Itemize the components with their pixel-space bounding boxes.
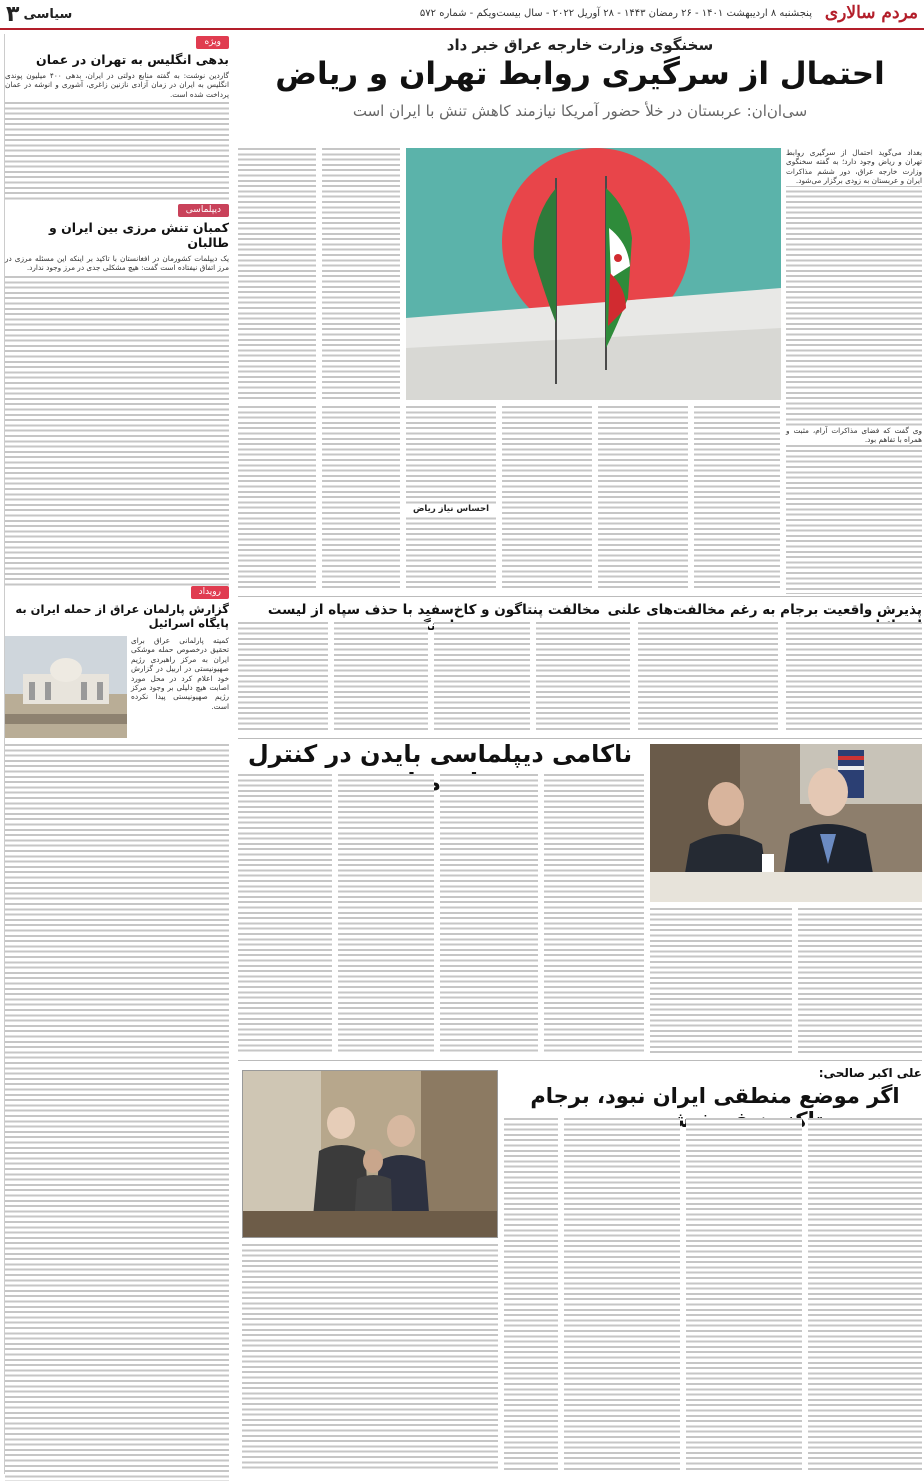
story-c-col-5 bbox=[338, 774, 434, 1054]
news-tag: دیپلماسی bbox=[178, 204, 229, 217]
issue-info: پنجشنبه ۸ اردیبهشت ۱۴۰۱ - ۲۶ رمضان ۱۴۴۳ - ۲۸ آوریل ۲۰۲۲ - سال بیست‌ویکم - شماره ۵۷۲ bbox=[419, 8, 812, 19]
news-tag: رویداد bbox=[191, 586, 229, 599]
story-d-byline: علی اکبر صالحی: bbox=[818, 1066, 922, 1080]
salehi-photo bbox=[242, 1070, 498, 1238]
story-d-heading[interactable]: اگر موضع منطقی ایران نبود، برجام bbox=[530, 1084, 900, 1108]
sidebar-news-1 bbox=[5, 36, 229, 200]
story-a-col-2 bbox=[638, 622, 778, 732]
story-d-col-2 bbox=[686, 1118, 802, 1470]
page-marker bbox=[6, 2, 72, 27]
sidebar-news-3 bbox=[5, 586, 229, 1481]
page-number: ۳ bbox=[6, 2, 20, 27]
news-lead: یک دیپلمات کشورمان در افغانستان با تاکید بر اینکه این مسئله مرزی در مرز اتفاق نیفتاده است گفت: هیچ مشکلی جدی در مرز وجود ندارد. bbox=[5, 254, 229, 273]
newspaper-logo: مردم سالاری bbox=[824, 3, 918, 23]
news-lead: کمیته پارلمانی عراق برای تحقیق درخصوص حمله موشکی ایران به مرکز راهبردی رژیم صهیونیستی در اربیل در گزارش خود اعلام کرد در محل مورد اصابت هیچ دلیلی بر وجود مرکز رژیم صهیونیستی پیدا نکرده است. bbox=[131, 636, 229, 711]
story-c-col-6 bbox=[238, 774, 332, 1054]
story-c-col-2 bbox=[650, 908, 792, 1054]
lead-mid-heading: احساس نیاز ریاض bbox=[406, 504, 496, 514]
section-name: سیاسی bbox=[23, 7, 73, 22]
story-d-col-4 bbox=[504, 1118, 558, 1470]
flags-illustration bbox=[406, 148, 781, 400]
story-b-col-2 bbox=[434, 622, 530, 732]
lead-column-2 bbox=[598, 406, 688, 588]
story-c-col-3 bbox=[544, 774, 644, 1054]
news-title[interactable]: گزارش پارلمان عراق از حمله ایران به پایگاه اسرائیل bbox=[15, 602, 229, 630]
lead-column-1b bbox=[694, 406, 780, 588]
story-b-col-4 bbox=[238, 622, 328, 732]
story-b-col-1 bbox=[536, 622, 630, 732]
news-tag: ویژه bbox=[196, 36, 229, 49]
news-body bbox=[5, 744, 229, 1481]
lead-column-2b bbox=[406, 406, 496, 588]
story-c-heading[interactable]: ناکامی دیپلماسی بایدن در کنترل bbox=[247, 740, 633, 768]
story-b-heading[interactable]: مخالفت پنتاگون و کاخ‌سفید با حذف سپاه از لیست bbox=[267, 602, 601, 618]
story-c-col-1 bbox=[798, 908, 922, 1054]
meeting-photo bbox=[650, 744, 922, 902]
lead-column-quote: وی گفت که فضای مذاکرات آرام، مثبت و همراه با تفاهم بود. bbox=[786, 426, 922, 445]
sidebar-news-2 bbox=[5, 204, 229, 586]
news-body bbox=[5, 276, 229, 586]
lead-kicker: سخنگوی وزارت خارجه عراق خبر داد bbox=[446, 36, 714, 54]
lead-intro: بغداد می‌گوید احتمال از سرگیری روابط تهران و ریاض وجود دارد؛ به گفته سخنگوی وزارت خارجه عراق، دور ششم مذاکرات ایران و عربستان به زودی برگزار می‌شود. bbox=[786, 148, 922, 186]
lead-column-5 bbox=[322, 148, 400, 400]
news-body bbox=[5, 102, 229, 200]
story-a-heading[interactable]: پذیرش واقعیت برجام به رغم مخالفت‌های علنی bbox=[607, 602, 922, 618]
lead-subhead: سی‌ان‌ان: عربستان در خلأ حضور آمریکا نیازمند کاهش تنش با ایران است bbox=[352, 102, 808, 120]
story-c-col-4 bbox=[440, 774, 538, 1054]
sidebar bbox=[4, 34, 232, 1474]
news-title[interactable]: کمبان تنش مرزی بین ایران و طالبان bbox=[48, 220, 229, 250]
lead-column-2a bbox=[502, 406, 592, 588]
story-a-col-1 bbox=[786, 622, 922, 732]
lead-column-3 bbox=[322, 406, 400, 588]
story-d-col-1 bbox=[808, 1118, 922, 1470]
lead-column-6 bbox=[238, 148, 316, 400]
lead-headline[interactable]: احتمال از سرگیری روابط تهران و ریاض bbox=[275, 56, 885, 92]
news-title[interactable]: بدهی انگلیس به تهران در عمان bbox=[36, 52, 229, 67]
lead-column-1 bbox=[786, 148, 922, 594]
masthead bbox=[0, 0, 924, 30]
story-d-col-3 bbox=[564, 1118, 680, 1470]
story-d-col-left bbox=[242, 1244, 498, 1470]
building-photo bbox=[5, 636, 127, 738]
news-lead: گاردین نوشت: به گفته منابع دولتی در ایران، بدهی ۴۰۰ میلیون پوندی انگلیس به ایران در زمان آزادی نازنین زاغری، آشوری و انوشه در عمان پرداخت شده است. bbox=[5, 71, 230, 99]
story-b-col-3 bbox=[334, 622, 428, 732]
lead-column-4 bbox=[238, 406, 316, 588]
